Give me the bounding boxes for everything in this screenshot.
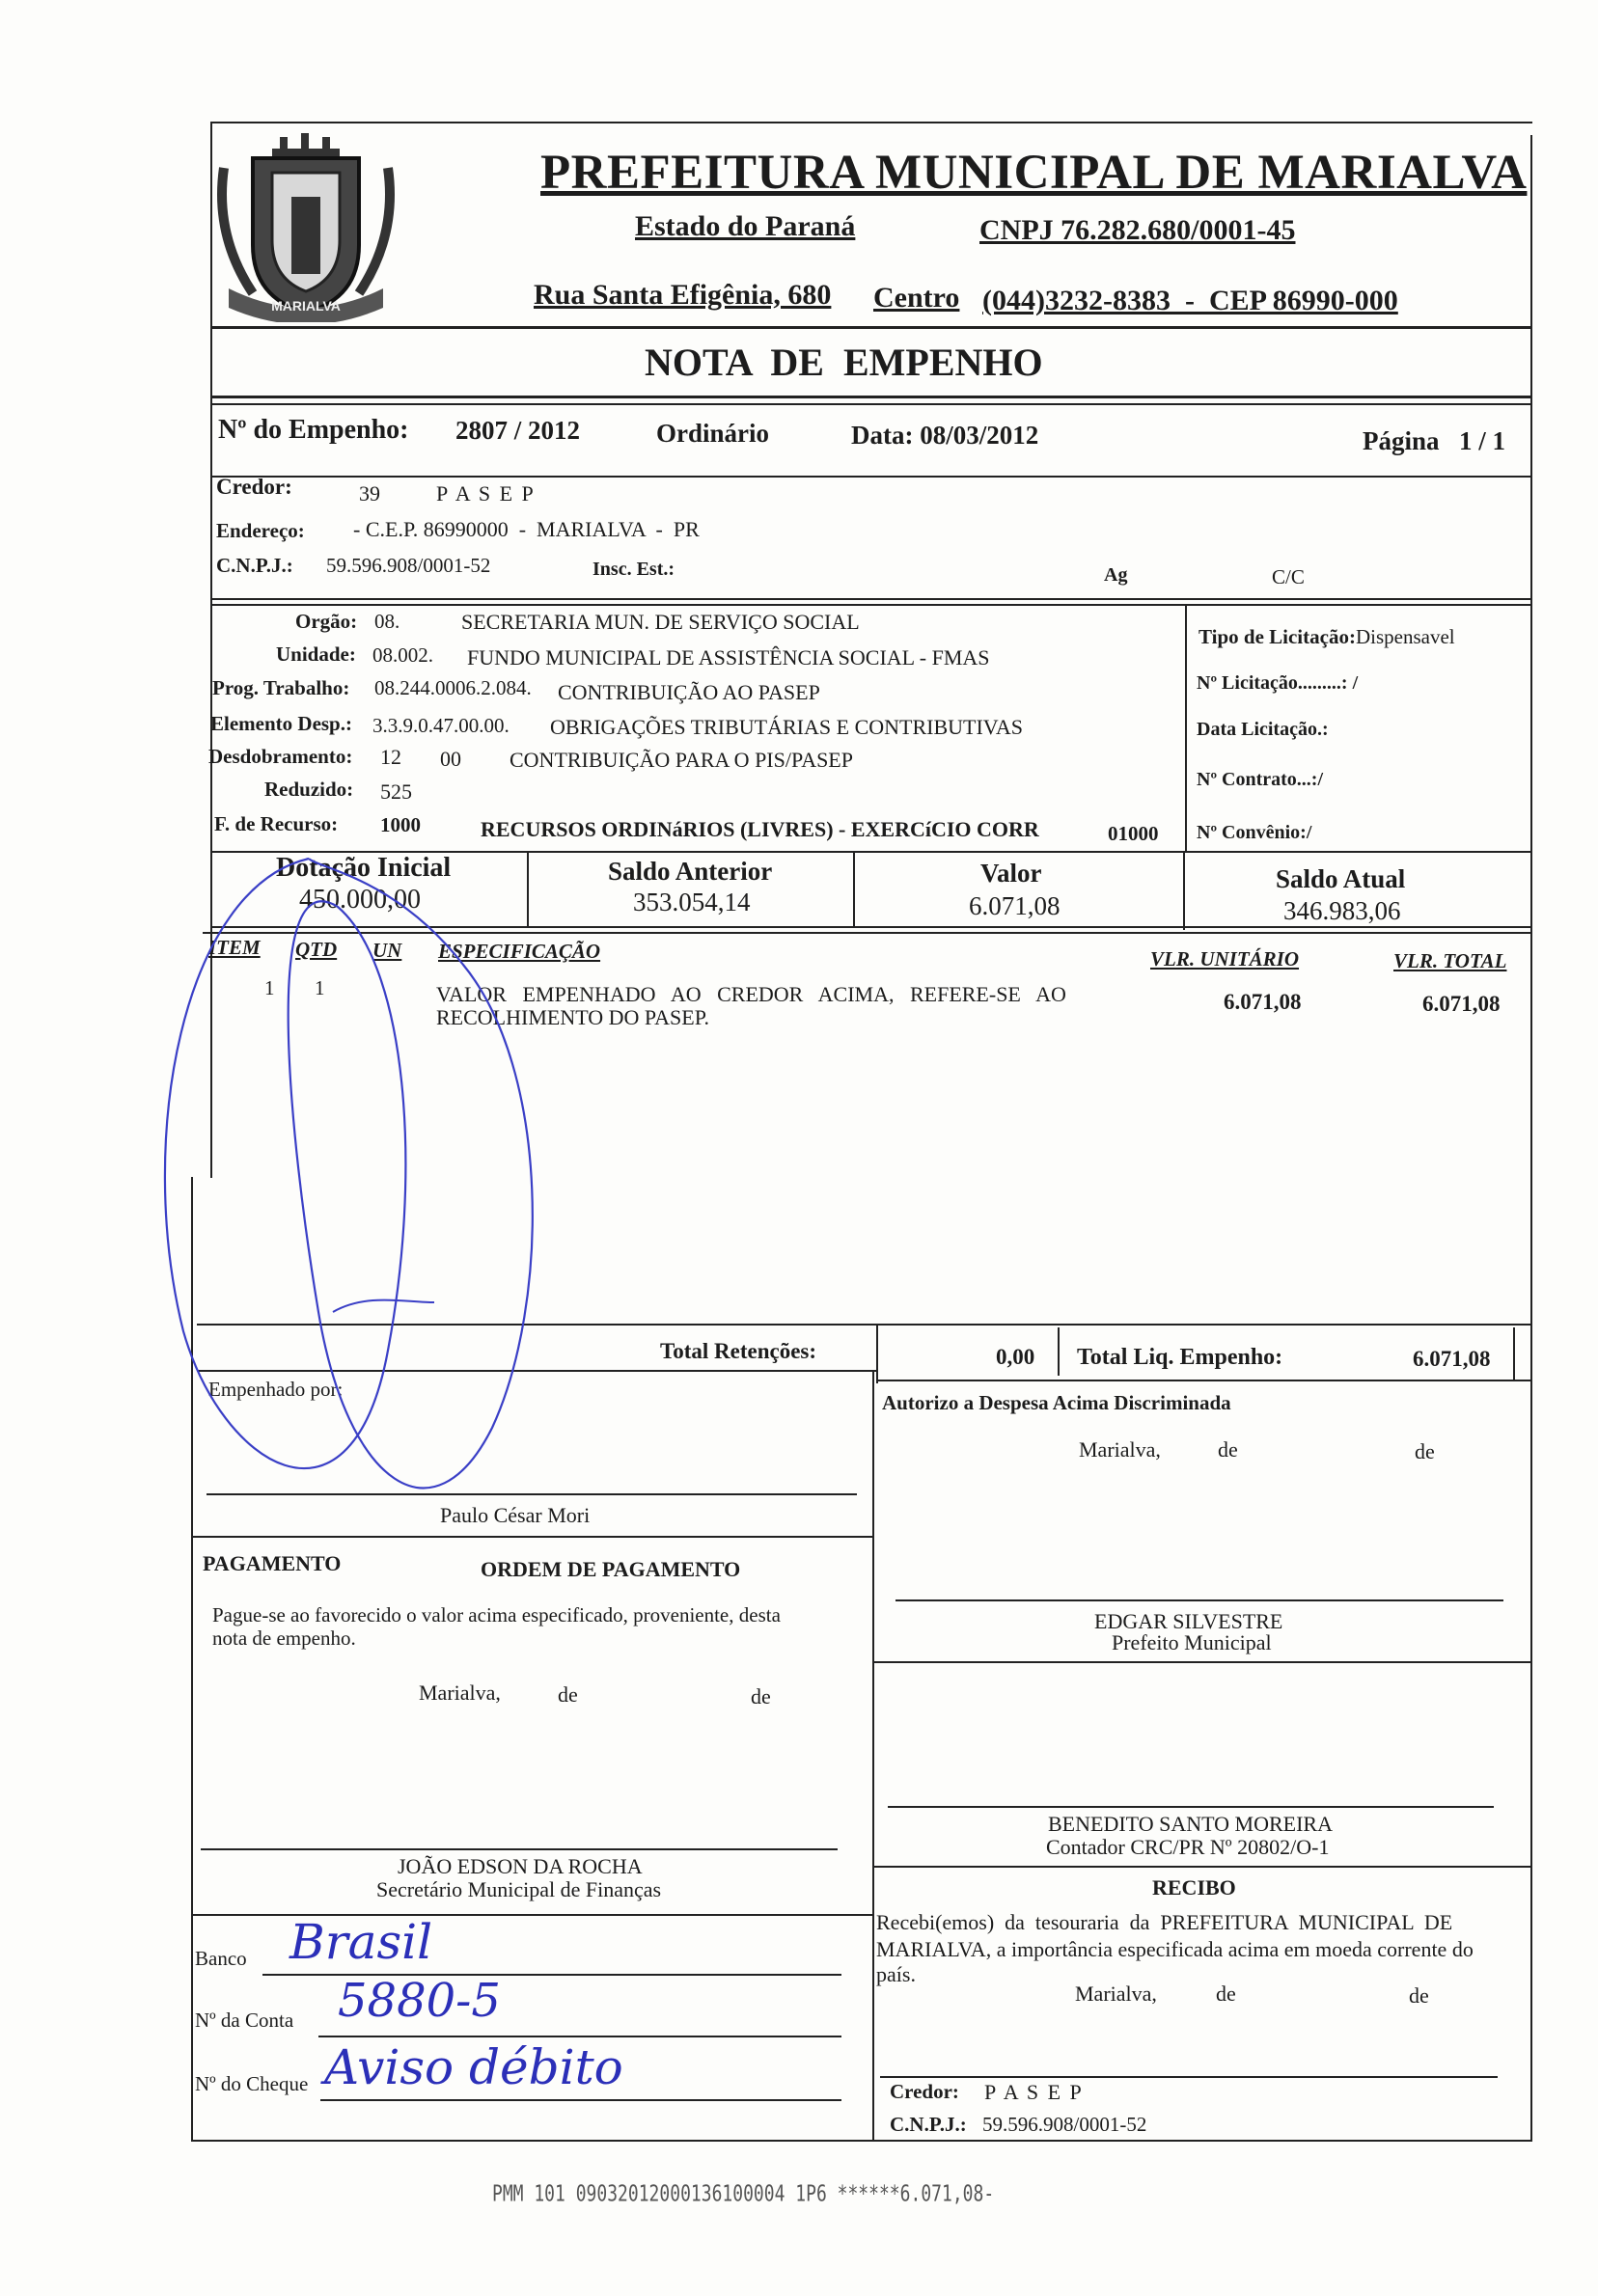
autorizo-de2: de	[1415, 1439, 1435, 1463]
pagamento-de2: de	[751, 1684, 771, 1708]
col-vlr-total: VLR. TOTAL	[1393, 949, 1507, 972]
insc-label: Insc. Est.:	[592, 559, 675, 580]
credor-label: Credor:	[216, 475, 292, 499]
numero-licitacao: Nº Licitação.........: /	[1197, 672, 1359, 694]
total-liquido-value: 6.071,08	[1413, 1347, 1491, 1371]
orgao-name: SECRETARIA MUN. DE SERVIÇO SOCIAL	[461, 610, 860, 634]
autorizo-de1: de	[1218, 1437, 1238, 1462]
signature-scribble	[145, 849, 627, 1544]
recurso-code2: 01000	[1108, 822, 1159, 845]
mayor-title: Prefeito Municipal	[1112, 1630, 1272, 1654]
dotacao-value: 450.000,00	[299, 885, 421, 915]
district: Centro	[873, 282, 960, 314]
document-title: NOTA DE EMPENHO	[645, 341, 1043, 384]
banco-label: Banco	[195, 1947, 247, 1970]
col-vlr-unitario: VLR. UNITÁRIO	[1150, 947, 1300, 970]
numero-convenio: Nº Convênio:/	[1197, 822, 1312, 843]
recibo-text3: país.	[876, 1962, 916, 1986]
phone-cep: (044)3232-8383 - CEP 86990-000	[982, 285, 1398, 316]
cheque-label: Nº do Cheque	[195, 2072, 309, 2095]
col-un: UN	[372, 939, 402, 962]
saldo-atual-label: Saldo Atual	[1276, 864, 1406, 893]
address-label: Endereço:	[216, 519, 305, 542]
item-number: 1	[264, 976, 275, 999]
svg-text:MARIALVA: MARIALVA	[271, 298, 341, 314]
desdobramento-code1: 12	[380, 745, 401, 769]
item-description-line2: RECOLHIMENTO DO PASEP.	[436, 1005, 709, 1029]
item-description-line1: VALOR EMPENHADO AO CREDOR ACIMA, REFERE-SE AO	[436, 982, 1066, 1006]
numero-contrato: Nº Contrato...:/	[1197, 769, 1324, 790]
autorizo-label: Autorizo a Despesa Acima Discriminada	[882, 1391, 1231, 1414]
col-especificacao: ESPECIFICAÇÃO	[438, 940, 601, 963]
pagamento-label: PAGAMENTO	[203, 1551, 342, 1575]
data-licitacao: Data Licitação.:	[1197, 719, 1329, 740]
mayor-name: EDGAR SILVESTRE	[1094, 1609, 1283, 1633]
elemento-code: 3.3.9.0.47.00.00.	[372, 714, 510, 737]
item-qtd: 1	[315, 976, 325, 999]
col-qtd: QTD	[295, 938, 338, 961]
dotacao-label: Dotação Inicial	[276, 853, 452, 883]
prog-name: CONTRIBUIÇÃO AO PASEP	[558, 680, 820, 704]
page-number: 1 / 1	[1459, 426, 1506, 455]
autorizo-place: Marialva,	[1079, 1437, 1161, 1462]
recurso-name: RECURSOS ORDINáRIOS (LIVRES) - EXERCíCIO CORR	[481, 817, 1039, 841]
recibo-text1: Recebi(emos) da tesouraria da PREFEITURA MUNICIPAL DE	[876, 1910, 1453, 1934]
reduzido-value: 525	[380, 779, 412, 804]
conta-label: Nº da Conta	[195, 2009, 294, 2032]
empenho-type: Ordinário	[656, 419, 770, 448]
recurso-code: 1000	[380, 813, 421, 836]
cc-label: C/C	[1272, 565, 1305, 588]
pagamento-text1: Pague-se ao favorecido o valor acima especificado, proveniente, desta	[212, 1603, 781, 1626]
retencoes-label: Total Retenções:	[660, 1339, 817, 1363]
state: Estado do Paraná	[635, 210, 856, 242]
empenhado-label: Empenhado por:	[208, 1378, 344, 1401]
total-liquido-label: Total Liq. Empenho:	[1077, 1345, 1283, 1370]
recibo-text2: MARIALVA, a importância especificada acima em moeda corrente do	[876, 1937, 1474, 1961]
empenhado-signer: Paulo César Mori	[440, 1503, 591, 1527]
item-unit-value: 6.071,08	[1224, 990, 1302, 1014]
reduzido-label: Reduzido:	[264, 778, 354, 801]
recibo-cnpj-label: C.N.P.J.:	[890, 2113, 967, 2136]
prog-label: Prog. Trabalho:	[212, 676, 350, 699]
empenho-date: Data: 08/03/2012	[851, 421, 1039, 450]
valor-value: 6.071,08	[969, 891, 1061, 920]
valor-label: Valor	[980, 859, 1042, 888]
recurso-label: F. de Recurso:	[214, 812, 339, 835]
credor-code: 39	[359, 481, 380, 506]
recibo-cnpj: 59.596.908/0001-52	[982, 2113, 1147, 2136]
conta-value[interactable]: 5880-5	[338, 1974, 501, 2028]
recibo-de2: de	[1409, 1983, 1429, 2008]
empenho-number-label: Nº do Empenho:	[218, 415, 409, 445]
desdobramento-label: Desdobramento:	[208, 745, 353, 768]
recibo-place: Marialva,	[1075, 1982, 1157, 2006]
ordem-pagamento-label: ORDEM DE PAGAMENTO	[481, 1557, 741, 1581]
finance-title: Secretário Municipal de Finanças	[376, 1877, 662, 1901]
recibo-de1: de	[1216, 1982, 1236, 2006]
recibo-title: RECIBO	[1152, 1875, 1236, 1900]
col-item: ITEM	[208, 936, 261, 959]
org-cnpj: CNPJ 76.282.680/0001-45	[979, 214, 1296, 246]
tipo-licitacao: Tipo de Licitação:Dispensavel	[1198, 625, 1455, 648]
empenho-number: 2807 / 2012	[455, 416, 581, 445]
item-total-value: 6.071,08	[1422, 992, 1501, 1016]
desdobramento-code2: 00	[440, 747, 461, 771]
saldo-anterior-label: Saldo Anterior	[608, 857, 773, 886]
finance-signer: JOÃO EDSON DA ROCHA	[398, 1854, 643, 1878]
unidade-name: FUNDO MUNICIPAL DE ASSISTÊNCIA SOCIAL - FMAS	[467, 645, 990, 670]
unidade-code: 08.002.	[372, 643, 433, 667]
credor-name: P A S E P	[436, 481, 536, 506]
accountant-name: BENEDITO SANTO MOREIRA	[1048, 1812, 1333, 1836]
recibo-credor: P A S E P	[984, 2080, 1084, 2104]
retencoes-value: 0,00	[996, 1345, 1035, 1369]
elemento-name: OBRIGAÇÕES TRIBUTÁRIAS E CONTRIBUTIVAS	[550, 715, 1023, 739]
credor-cnpj-label: C.N.P.J.:	[216, 554, 293, 577]
page-label: Página	[1363, 426, 1440, 455]
orgao-label: Orgão:	[295, 610, 358, 633]
pagamento-place: Marialva,	[419, 1681, 501, 1705]
street: Rua Santa Efigênia, 680	[534, 279, 832, 311]
elemento-label: Elemento Desp.:	[210, 712, 352, 735]
recibo-credor-label: Credor:	[890, 2080, 959, 2103]
credor-cnpj: 59.596.908/0001-52	[326, 554, 491, 577]
cheque-value[interactable]: Aviso débito	[324, 2039, 623, 2095]
footer-code: PMM 101 09032012000136100004 1P6 ******6.071,08-	[492, 2180, 995, 2208]
orgao-code: 08.	[374, 610, 400, 633]
accountant-title: Contador CRC/PR Nº 20802/O-1	[1046, 1835, 1330, 1859]
ag-label: Ag	[1104, 564, 1128, 586]
address: - C.E.P. 86990000 - MARIALVA - PR	[353, 517, 700, 541]
unidade-label: Unidade:	[276, 642, 356, 666]
banco-value[interactable]: Brasil	[289, 1914, 433, 1970]
saldo-anterior-value: 353.054,14	[633, 888, 751, 916]
prog-code: 08.244.0006.2.084.	[374, 676, 532, 699]
pagamento-de1: de	[558, 1682, 578, 1707]
org-title: PREFEITURA MUNICIPAL DE MARIALVA	[540, 146, 1528, 200]
desdobramento-name: CONTRIBUIÇÃO PARA O PIS/PASEP	[510, 748, 853, 772]
crest-icon	[214, 129, 398, 322]
pagamento-text2: nota de empenho.	[212, 1626, 356, 1650]
saldo-atual-value: 346.983,06	[1283, 896, 1401, 925]
